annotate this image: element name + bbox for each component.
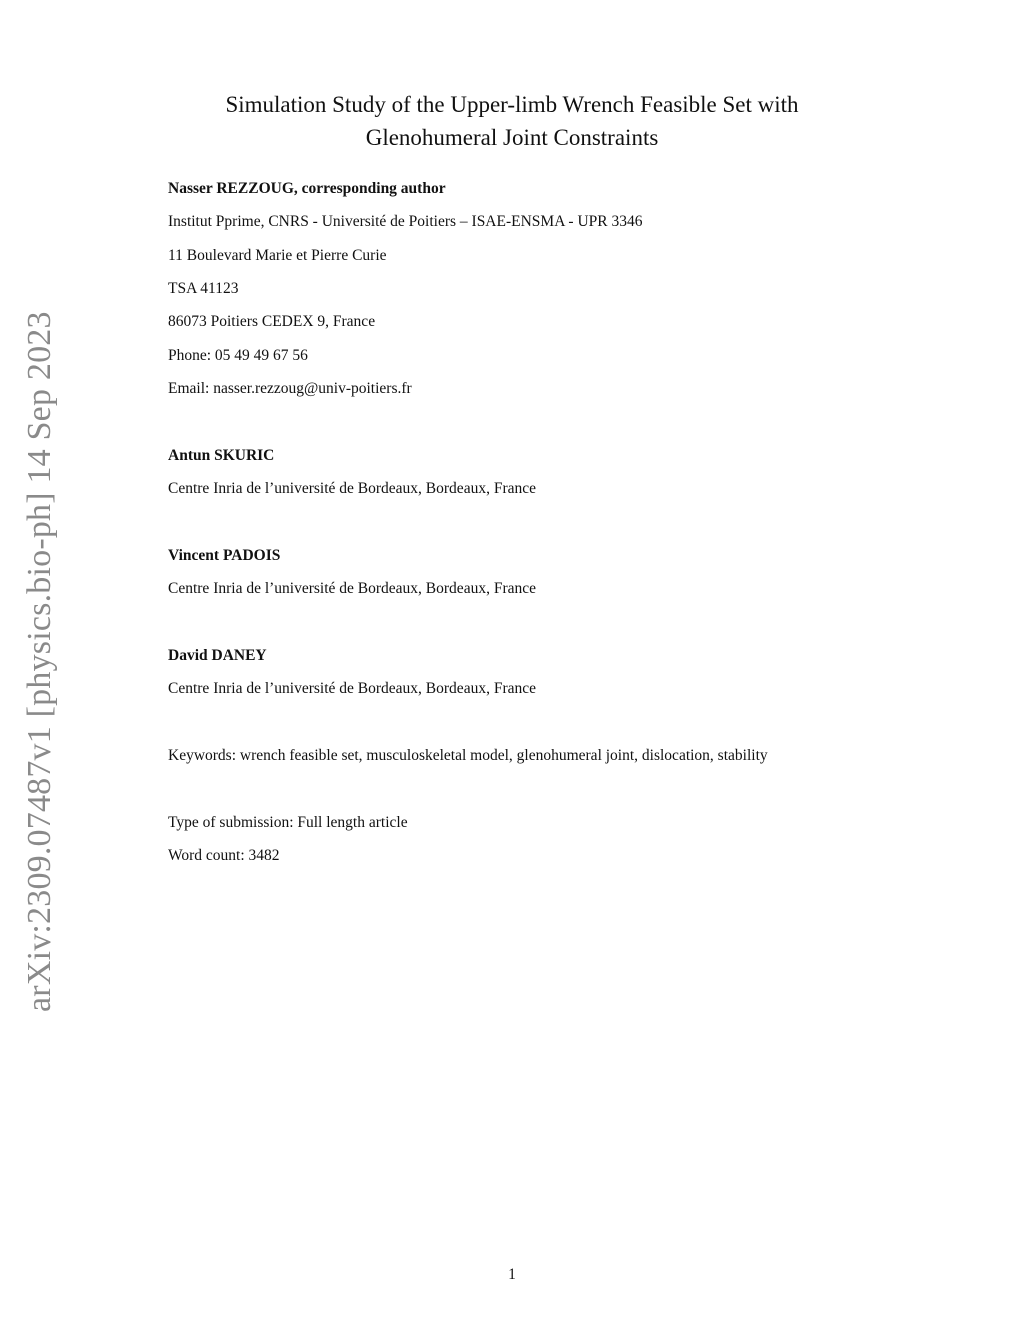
corresponding-author-email: Email: nasser.rezzoug@univ-poitiers.fr bbox=[168, 380, 412, 397]
paper-title bbox=[0, 88, 1024, 154]
corresponding-author-address-line-1: 11 Boulevard Marie et Pierre Curie bbox=[168, 247, 387, 264]
corresponding-author-address-line-2: TSA 41123 bbox=[168, 280, 239, 297]
author-affiliation: Centre Inria de l’université de Bordeaux, Bordeaux, France bbox=[168, 580, 536, 597]
corresponding-author-address-line-3: 86073 Poitiers CEDEX 9, France bbox=[168, 313, 376, 330]
keywords: Keywords: wrench feasible set, musculoskeletal model, glenohumeral joint, dislocation, stability bbox=[168, 747, 768, 764]
corresponding-author-phone: Phone: 05 49 49 67 56 bbox=[168, 347, 308, 364]
author-name: Antun SKURIC bbox=[168, 447, 275, 464]
word-count: Word count: 3482 bbox=[168, 847, 280, 864]
author-affiliation: Centre Inria de l’université de Bordeaux, Bordeaux, France bbox=[168, 680, 536, 697]
corresponding-author-name: Nasser REZZOUG, corresponding author bbox=[168, 180, 446, 197]
author-affiliation: Centre Inria de l’université de Bordeaux, Bordeaux, France bbox=[168, 480, 536, 497]
arxiv-identifier-stamp: arXiv:2309.07487v1 [physics.bio-ph] 14 Sep 2023 bbox=[21, 311, 58, 1012]
paper-title-line-2: Glenohumeral Joint Constraints bbox=[365, 125, 659, 150]
submission-type: Type of submission: Full length article bbox=[168, 814, 408, 831]
page-number: 1 bbox=[508, 1266, 516, 1283]
corresponding-author-affiliation: Institut Pprime, CNRS - Université de Poitiers – ISAE-ENSMA - UPR 3346 bbox=[168, 213, 643, 230]
author-name: David DANEY bbox=[168, 647, 267, 664]
author-name: Vincent PADOIS bbox=[168, 547, 281, 564]
paper-title-line-1: Simulation Study of the Upper-limb Wrench Feasible Set with bbox=[225, 92, 799, 117]
